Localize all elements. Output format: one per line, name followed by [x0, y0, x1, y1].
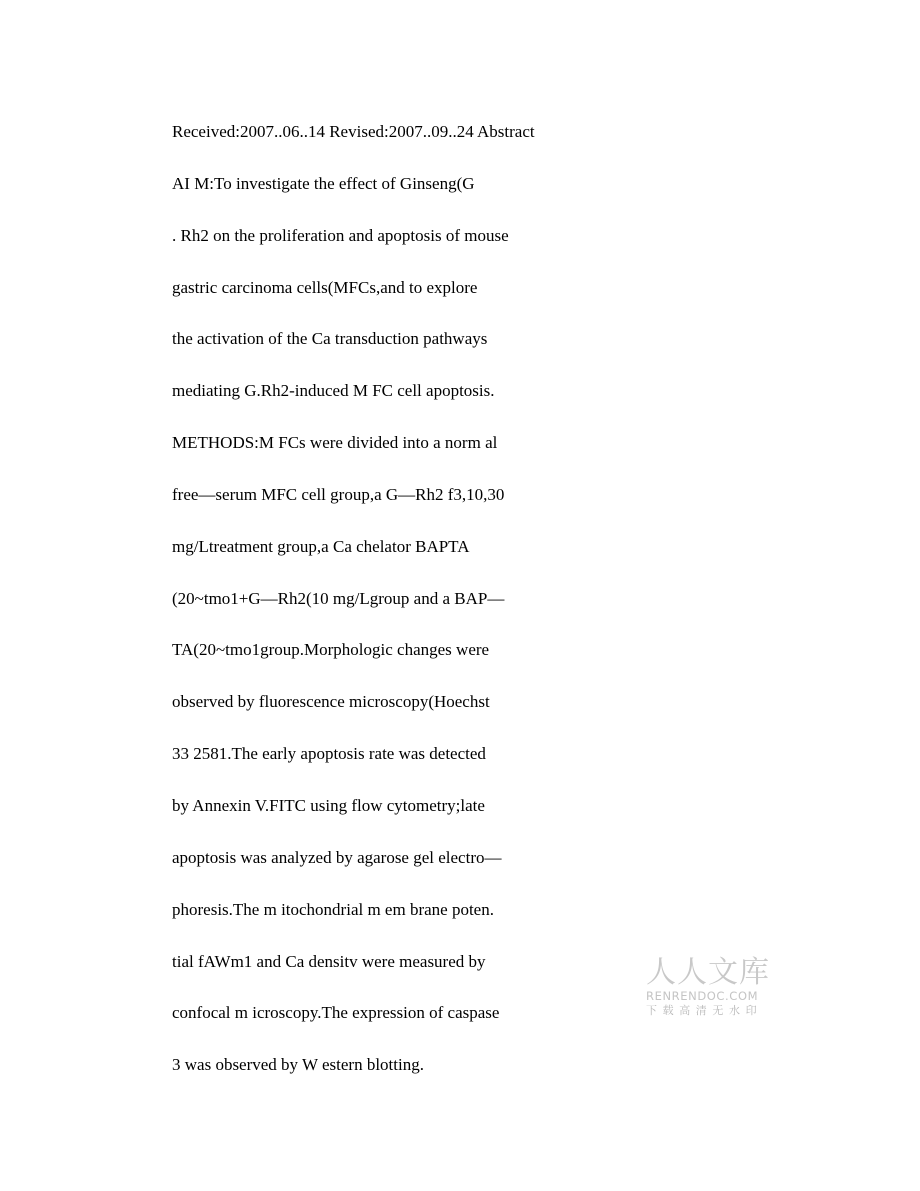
text-line: mediating G.Rh2-induced M FC cell apoptosis.: [172, 381, 495, 401]
text-line: 33 2581.The early apoptosis rate was detected: [172, 744, 486, 764]
text-line: free—serum MFC cell group,a G—Rh2 f3,10,30: [172, 484, 505, 504]
text-line: by Annexin V.FITC using flow cytometry;late: [172, 795, 485, 815]
watermark-title: 人人文库: [646, 955, 770, 990]
text-line: observed by fluorescence microscopy(Hoechst: [172, 692, 490, 712]
text-line: mg/Ltreatment group,a Ca chelator BAPTA: [172, 536, 470, 556]
text-line: (20~tmo1+G—Rh2(10 mg/Lgroup and a BAP—: [172, 588, 505, 608]
text-line: AI M:To investigate the effect of Ginseng(G: [172, 173, 475, 193]
renrendoc-watermark: [646, 956, 776, 1019]
text-line: phoresis.The m itochondrial m em brane poten.: [172, 899, 494, 919]
text-line: 3 was observed by W estern blotting.: [172, 1055, 424, 1075]
text-line: gastric carcinoma cells(MFCs,and to explore: [172, 277, 478, 297]
watermark-domain: RENRENDOC.COM: [646, 989, 759, 1003]
text-line: confocal m icroscopy.The expression of caspase: [172, 1003, 500, 1023]
text-line: tial fAWm1 and Ca densitv were measured by: [172, 951, 486, 971]
abstract-text: [172, 119, 632, 1104]
text-line: METHODS:M FCs were divided into a norm al: [172, 433, 498, 453]
text-line: . Rh2 on the proliferation and apoptosis of mouse: [172, 225, 509, 245]
text-line: apoptosis was analyzed by agarose gel electro—: [172, 847, 502, 867]
text-line: the activation of the Ca transduction pathways: [172, 329, 488, 349]
text-line: Received:2007..06..14 Revised:2007..09..24 Abstract: [172, 122, 535, 141]
watermark-subtitle: 下载高清无水印: [646, 1004, 763, 1017]
text-line: TA(20~tmo1group.Morphologic changes were: [172, 640, 490, 660]
